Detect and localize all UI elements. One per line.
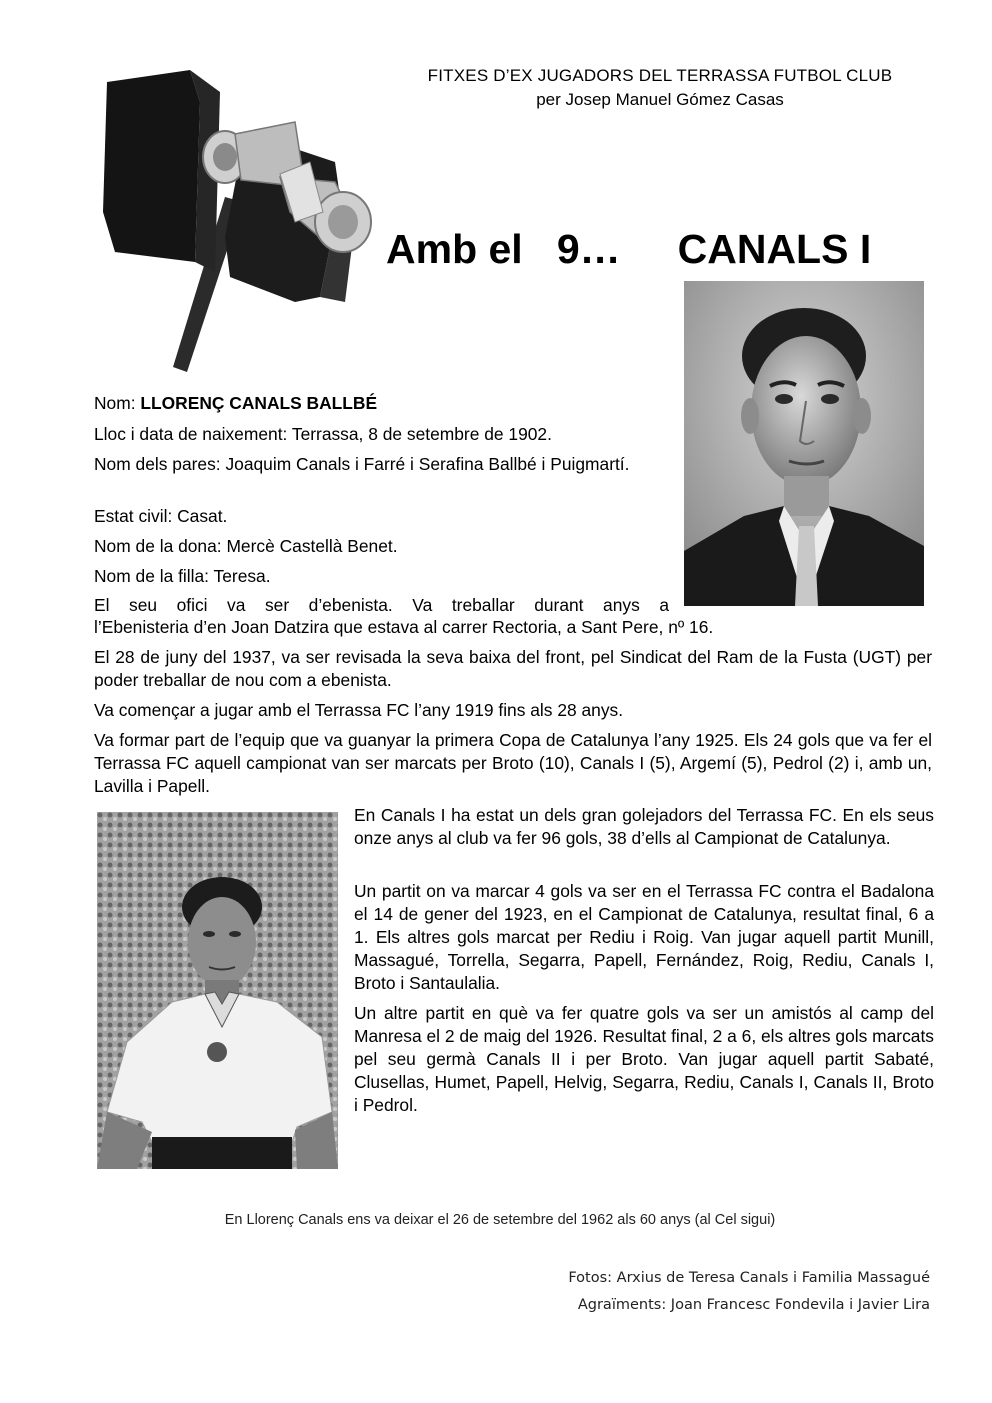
- bio-daughter: Nom de la filla: Teresa.: [94, 566, 271, 586]
- thanks-credit: Agraïments: Joan Francesc Fondevila i Javier Lira: [577, 1297, 930, 1313]
- bio-job-line2: l’Ebenisteria d’en Joan Datzira que estava al carrer Rectoria, a Sant Pere, nº 16.: [94, 617, 714, 637]
- player-photo: [97, 812, 338, 1169]
- bio-name: Nom: LLORENÇ CANALS BALLBÉ: [94, 393, 378, 413]
- paragraph-scorer: En Canals I ha estat un dels gran golejadors del Terrassa FC. En els seus onze anys al club va fer 96 gols, 38 d’ells al Campionat de Catalunya.: [354, 805, 934, 848]
- portrait-photo: [684, 281, 924, 606]
- page-title: Amb el 9… CANALS I: [386, 226, 872, 272]
- header-author: per Josep Manuel Gómez Casas: [536, 90, 784, 109]
- bio-job-line1: El seu ofici va ser d’ebenista. Va treballar durant anys a: [94, 595, 669, 615]
- bio-birth: Lloc i data de naixement: Terrassa, 8 de setembre de 1902.: [94, 424, 552, 444]
- photos-credit: Fotos: Arxius de Teresa Canals i Familia Massagué: [568, 1270, 930, 1286]
- paragraph-copa: Va formar part de l’equip que va guanyar la primera Copa de Catalunya l’any 1925. Els 24 gols que va fer el Terrassa FC aquell campionat van ser marcats per Broto (10), Canals I (5), Argemí (5), Pedrol (2) i, amb un, Lavilla i Papell.: [94, 730, 932, 796]
- death-note: En Llorenç Canals ens va deixar el 26 de setembre del 1962 als 60 anys (al Cel sigui): [224, 1212, 776, 1228]
- bio-parents: Nom dels pares: Joaquim Canals i Farré i Serafina Ballbé i Puigmartí.: [94, 454, 630, 474]
- bio-civil-status: Estat civil: Casat.: [94, 506, 228, 526]
- bio-wife: Nom de la dona: Mercè Castellà Benet.: [94, 536, 398, 556]
- paragraph-match-1926: Un altre partit en què va fer quatre gols va ser un amistós al camp del Manresa el 2 de maig del 1926. Resultat final, 2 a 6, els altres gols marcats pel seu germà Canals II i per Broto. Van jugar aquell partit Sabaté, Clusellas, Humet, Papell, Helvig, Segarra, Rediu, Canals I, Canals II, Broto i Pedrol.: [354, 1003, 934, 1115]
- header-title: FITXES D’EX JUGADORS DEL TERRASSA FUTBOL CLUB: [427, 66, 893, 85]
- paragraph-match-1923: Un partit on va marcar 4 gols va ser en el Terrassa FC contra el Badalona el 14 de gener del 1923, en el Campionat de Catalunya, resultat final, 6 a 1. Els altres gols marcat per Rediu i Roig. Van jugar aquell partit Munill, Massagué, Torrella, Segarra, Papell, Fernández, Roig, Rediu, Canals I, Broto i Santaulalia.: [354, 881, 934, 993]
- paragraph-1937: El 28 de juny del 1937, va ser revisada la seva baixa del front, pel Sindicat del Ram de la Fusta (UGT) per poder treballar de nou com a ebenista.: [94, 647, 932, 690]
- paragraph-start: Va començar a jugar amb el Terrassa FC l’any 1919 fins als 28 anys.: [94, 700, 624, 720]
- loudspeaker-image: [95, 62, 375, 372]
